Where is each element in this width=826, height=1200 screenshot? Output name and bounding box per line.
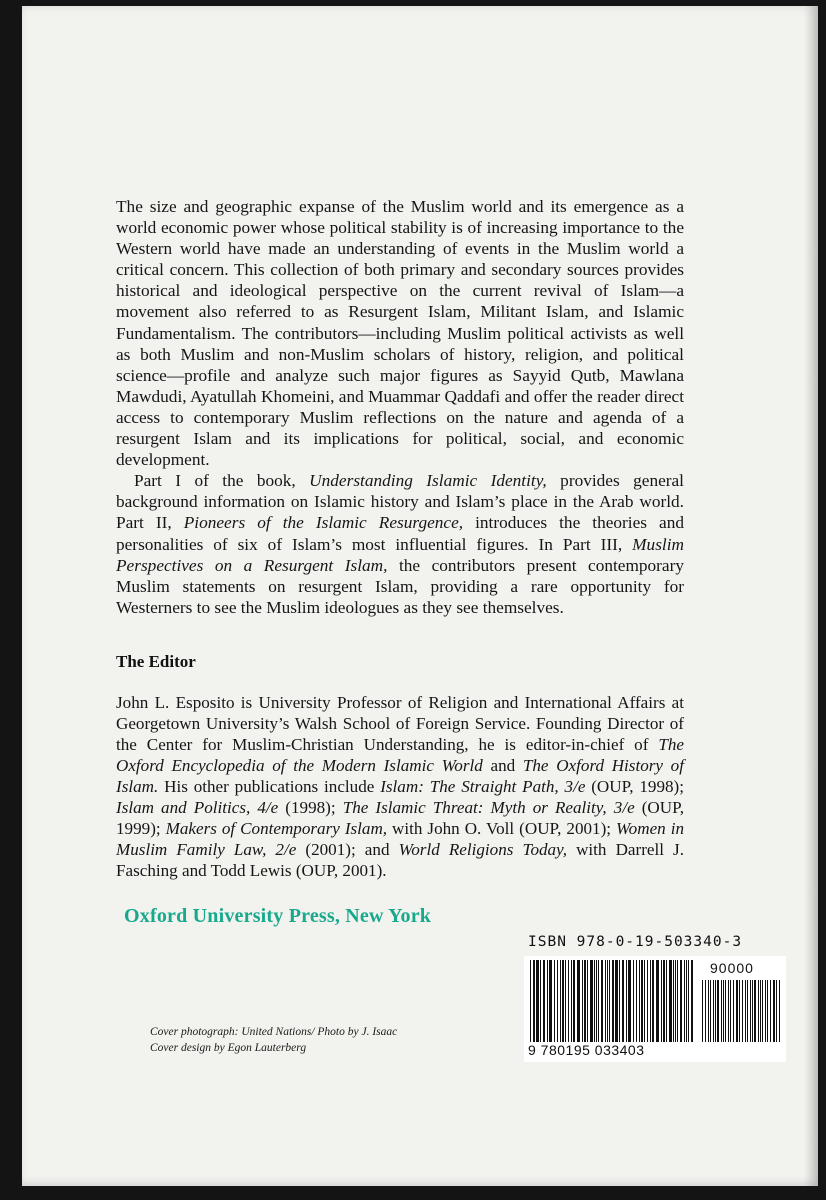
editor-bio xyxy=(116,692,684,881)
barcode-gap xyxy=(693,960,694,1042)
book-title: Islam and Politics, 4/e xyxy=(116,798,279,817)
book-title: The Oxford Encyclopedia of the Modern Islamic World xyxy=(116,735,684,775)
photo-credit: Cover photograph: United Nations/ Photo by J. Isaac xyxy=(150,1026,398,1038)
part-one-title: Understanding Islamic Identity, xyxy=(309,471,547,491)
part-two-title: Pioneers of the Islamic Resurgence, xyxy=(183,513,464,533)
publisher-name: Oxford University Press, New York xyxy=(124,905,432,927)
book-title: The Islamic Threat: Myth or Reality, 3/e xyxy=(342,798,635,817)
book-title: Women in Muslim Family Law, 2/e xyxy=(116,819,684,859)
bio-text: with John O. Voll (OUP, 2001); xyxy=(387,819,617,838)
barcode xyxy=(524,956,786,1062)
design-credit: Cover design by Egon Lauterberg xyxy=(150,1042,307,1054)
editor-heading: The Editor xyxy=(116,652,196,671)
bio-text: and xyxy=(482,756,523,775)
description-paragraph: The size and geographic expanse of the Muslim world and its emergence as a world economic power whose political stability is of increasing importance to the Western world have made an understanding of events in the Muslim world a critical concern. This collection of both primary and secondary sources provides historical and ideological perspective on the current revival of Islam—a movement also referred to as Resurgent Islam, Militant Islam, and Islamic Fundamentalism. The contributors—including Muslim political activists as well as both Muslim and non-Muslim scholars of history, religion, and political science—profile and analyze such major figures as Sayyid Qutb, Mawlana Mawdudi, Ayatullah Khomeini, and Muammar Qaddafi and offer the reader direct access to contemporary Muslim reflections on the nature and agenda of a resurgent Islam and its implications for political, social, and economic development. xyxy=(116,197,684,470)
price-addon-number: 90000 xyxy=(710,960,754,976)
bio-text: His other publications include xyxy=(158,777,381,796)
bio-text: John L. Esposito is University Professor of Religion and International Affairs at Georgetown University’s Walsh School of Foreign Service. Founding Director of the Center for Muslim-Christian Understanding, he is editor-in-chief of xyxy=(116,693,684,754)
page-edge-shadow xyxy=(804,6,818,1186)
book-title: Islam: The Straight Path, 3/e xyxy=(380,777,586,796)
addon-barcode-bars xyxy=(702,980,782,1042)
part-three-title: Muslim Perspectives on a Resurgent Islam, xyxy=(116,534,684,575)
isbn-text: ISBN 978-0-19-503340-3 xyxy=(528,934,743,950)
parts-paragraph xyxy=(116,470,684,618)
parts-text: introduces the theories and personalities of six of Islam’s most influential figures. In Part III, xyxy=(116,513,684,554)
ean-barcode-bars xyxy=(530,960,696,1042)
editor-bio-paragraph xyxy=(116,692,684,881)
parts-text: the contributors present contemporary Muslim statements on resurgent Islam, providing a rare opportunity for Westerners to see the Muslim ideologues as they see themselves. xyxy=(116,555,684,617)
bio-text: (1998); xyxy=(278,798,343,817)
bio-text: (OUP, 1998); xyxy=(585,777,684,796)
barcode-gap xyxy=(780,980,782,1042)
parts-text: Part I of the book, xyxy=(134,471,310,491)
description-text xyxy=(116,196,684,618)
cover-credits xyxy=(150,1024,397,1056)
book-title: World Religions Today, xyxy=(398,840,567,859)
parts-text: provides general background information on Islamic history and Islam’s place in the Arab world. Part II, xyxy=(116,471,684,533)
ean-digits: 9 780195 033403 xyxy=(528,1042,645,1058)
book-title: Makers of Contemporary Islam, xyxy=(165,819,388,838)
bio-text: (2001); and xyxy=(296,840,399,859)
bio-text: with Darrell J. Fasching and Todd Lewis (OUP, 2001). xyxy=(116,840,684,880)
bio-text: (OUP, 1999); xyxy=(116,798,684,838)
book-title: The Oxford History of Islam. xyxy=(116,756,684,796)
